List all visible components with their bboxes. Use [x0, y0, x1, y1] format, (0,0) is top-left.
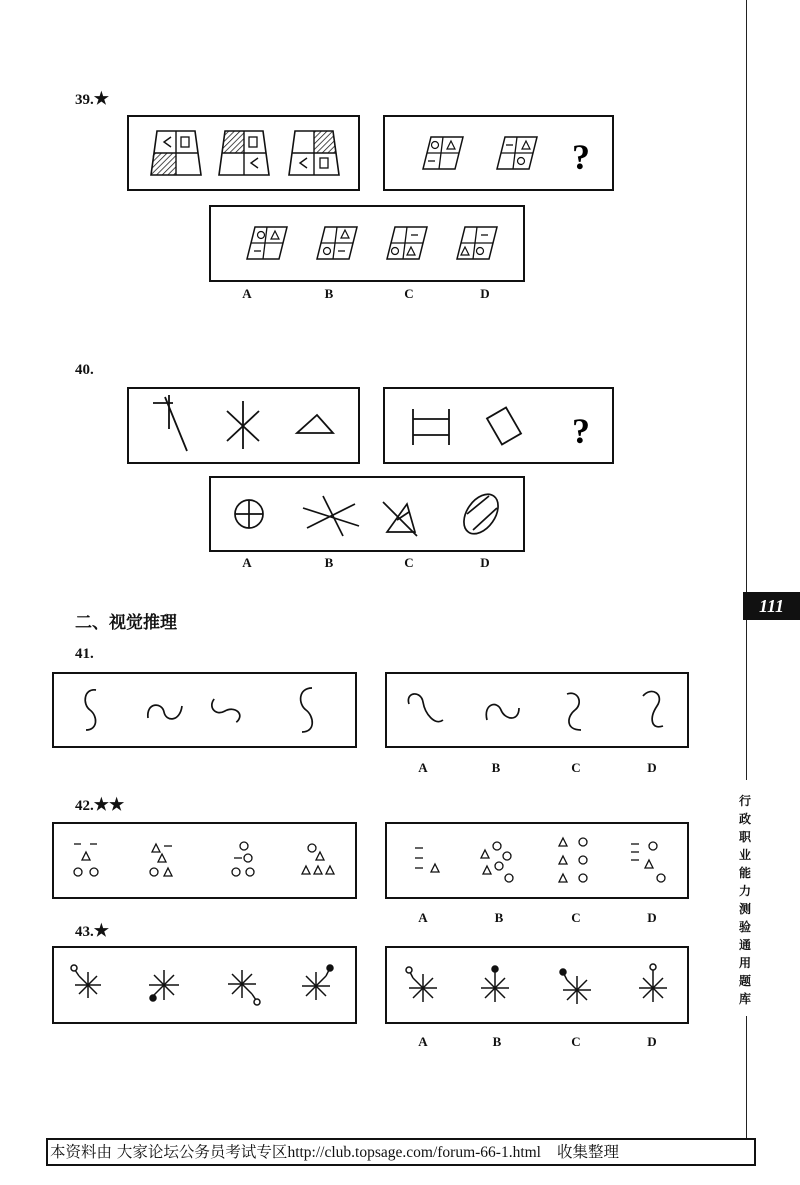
q39-option-b: [317, 227, 357, 259]
title-char: 能: [738, 866, 751, 880]
title-char: 力: [738, 884, 751, 898]
q40-option-d-label[interactable]: D: [480, 555, 490, 570]
question-mark: ?: [572, 137, 590, 177]
q39-stem-left: [127, 115, 360, 191]
q42-option-a: [415, 848, 439, 872]
footer-banner: [46, 1138, 756, 1166]
q42-option-a-label[interactable]: A: [418, 910, 428, 925]
q43-stem-figures: [54, 948, 355, 1022]
q41-options: [385, 672, 689, 748]
q43-option-a: [406, 967, 437, 1002]
difficulty-stars: ★: [93, 921, 109, 940]
q39-option-c-label[interactable]: C: [404, 286, 414, 301]
q42-option-c: [559, 838, 587, 882]
difficulty-stars: ★: [93, 89, 109, 108]
q40-stem-right: [383, 387, 614, 464]
footer-text-suffix: 收集整理: [557, 1143, 620, 1161]
q43-options: [385, 946, 689, 1024]
q40-stem-left-figures: [129, 389, 358, 462]
title-char: 库: [738, 992, 751, 1006]
q43-option-d-label[interactable]: D: [647, 1034, 657, 1049]
q40-option-c-label[interactable]: C: [404, 555, 414, 570]
question-43-label: [75, 921, 109, 941]
q41-figure-4: [301, 688, 313, 732]
q39-option-b-label[interactable]: B: [324, 286, 334, 301]
q39-figure-1: [151, 131, 201, 175]
q42-figure-4: [302, 844, 334, 874]
q40-option-b-label[interactable]: B: [324, 555, 334, 570]
q42-option-c-label[interactable]: C: [571, 910, 581, 925]
q39-figure-3: [289, 131, 339, 175]
q40-option-a-label[interactable]: A: [242, 555, 252, 570]
q40-stem-right-figures: [385, 389, 612, 462]
q42-figure-1: [74, 844, 98, 876]
q40-figure-crossing-lines: [153, 395, 187, 451]
q40-figure-triangle: [297, 415, 333, 433]
q40-stem-left: [127, 387, 360, 464]
q39-option-a-label[interactable]: A: [242, 286, 252, 301]
q40-options: [209, 476, 525, 552]
q39-option-a: [247, 227, 287, 259]
q42-figure-2: [150, 844, 172, 876]
q39-figure-5: [497, 137, 537, 169]
q41-stem-figures: [54, 674, 355, 746]
q43-figure-4: [302, 965, 333, 1000]
q41-option-figures: [387, 674, 687, 746]
question-40-label: 40.: [75, 362, 94, 378]
q43-figure-3: [228, 970, 260, 1005]
title-char: 用: [738, 956, 751, 970]
q42-option-d: [631, 842, 665, 882]
sidebar-rule-top: [746, 0, 747, 592]
q39-option-c: [387, 227, 427, 259]
title-char: 行: [738, 794, 751, 808]
q41-option-b-label[interactable]: B: [491, 760, 501, 775]
q40-option-b: [303, 496, 359, 536]
q40-option-c: [383, 502, 417, 536]
q39-stem-right-figures: [385, 117, 612, 189]
q43-option-b: [481, 966, 509, 1002]
q40-option-figures: [211, 478, 523, 550]
title-char: 业: [738, 848, 751, 862]
q42-option-b: [481, 842, 513, 882]
question-number: 39.: [75, 92, 94, 108]
q42-option-figures: [387, 824, 687, 897]
question-41-label: 41.: [75, 646, 94, 662]
question-mark: ?: [572, 411, 590, 451]
q39-figure-4: [423, 137, 463, 169]
q43-option-figures: [387, 948, 687, 1022]
title-char: 通: [738, 938, 751, 952]
q39-figure-2: [219, 131, 269, 175]
q43-figure-1: [71, 965, 101, 998]
q42-stem-figures: [54, 824, 355, 897]
q43-option-c: [560, 969, 591, 1004]
sidebar-rule-bottom: [746, 1016, 747, 1138]
q43-option-d: [639, 964, 667, 1002]
q41-option-a-label[interactable]: A: [418, 760, 428, 775]
title-char: 测: [738, 902, 751, 916]
q39-option-d: [457, 227, 497, 259]
q41-figure-1: [85, 690, 96, 730]
book-title-vertical: [734, 792, 756, 1008]
page-number-tab: 111: [743, 592, 800, 620]
q42-stem: [52, 822, 357, 899]
q41-stem: [52, 672, 357, 748]
q40-figure-h-frame: [413, 409, 449, 445]
q43-stem: [52, 946, 357, 1024]
q41-option-c-label[interactable]: C: [571, 760, 581, 775]
q40-option-d: [457, 488, 505, 540]
q39-stem-left-figures: [129, 117, 358, 189]
q42-option-b-label[interactable]: B: [494, 910, 504, 925]
q41-figure-3: [208, 693, 242, 729]
q42-figure-3: [232, 842, 254, 876]
difficulty-stars: ★★: [93, 795, 125, 814]
q43-option-b-label[interactable]: B: [492, 1034, 502, 1049]
title-char: 政: [738, 812, 751, 826]
question-39-label: [75, 89, 109, 109]
q42-options: [385, 822, 689, 899]
q39-option-d-label[interactable]: D: [480, 286, 490, 301]
q43-option-a-label[interactable]: A: [418, 1034, 428, 1049]
footer-url-link[interactable]: http://club.topsage.com/forum-66-1.html: [287, 1144, 541, 1161]
q39-stem-right: [383, 115, 614, 191]
q40-figure-rectangle: [487, 408, 521, 445]
q39-options: [209, 205, 525, 282]
question-42-label: [75, 795, 124, 815]
footer-text: 本资料由 大家论坛公务员考试专区: [50, 1143, 288, 1161]
q41-figure-2: [148, 705, 182, 719]
q41-option-d: [643, 691, 663, 726]
section-title: 二、视觉推理: [75, 613, 177, 633]
q40-option-a: [235, 500, 263, 528]
q40-figure-asterisk: [227, 401, 259, 449]
q43-option-c-label[interactable]: C: [571, 1034, 581, 1049]
title-char: 验: [738, 920, 751, 934]
q41-option-a: [408, 694, 443, 722]
q39-option-figures: [211, 207, 523, 280]
title-char: 题: [738, 974, 751, 988]
question-number: 42.: [75, 798, 94, 814]
q41-option-d-label[interactable]: D: [647, 760, 657, 775]
q43-figure-2: [149, 970, 179, 1001]
question-number: 43.: [75, 924, 94, 940]
q41-option-b: [486, 705, 519, 720]
sidebar-rule-middle: [746, 620, 747, 780]
q41-option-c: [567, 693, 581, 730]
title-char: 职: [738, 830, 751, 844]
q42-option-d-label[interactable]: D: [647, 910, 657, 925]
